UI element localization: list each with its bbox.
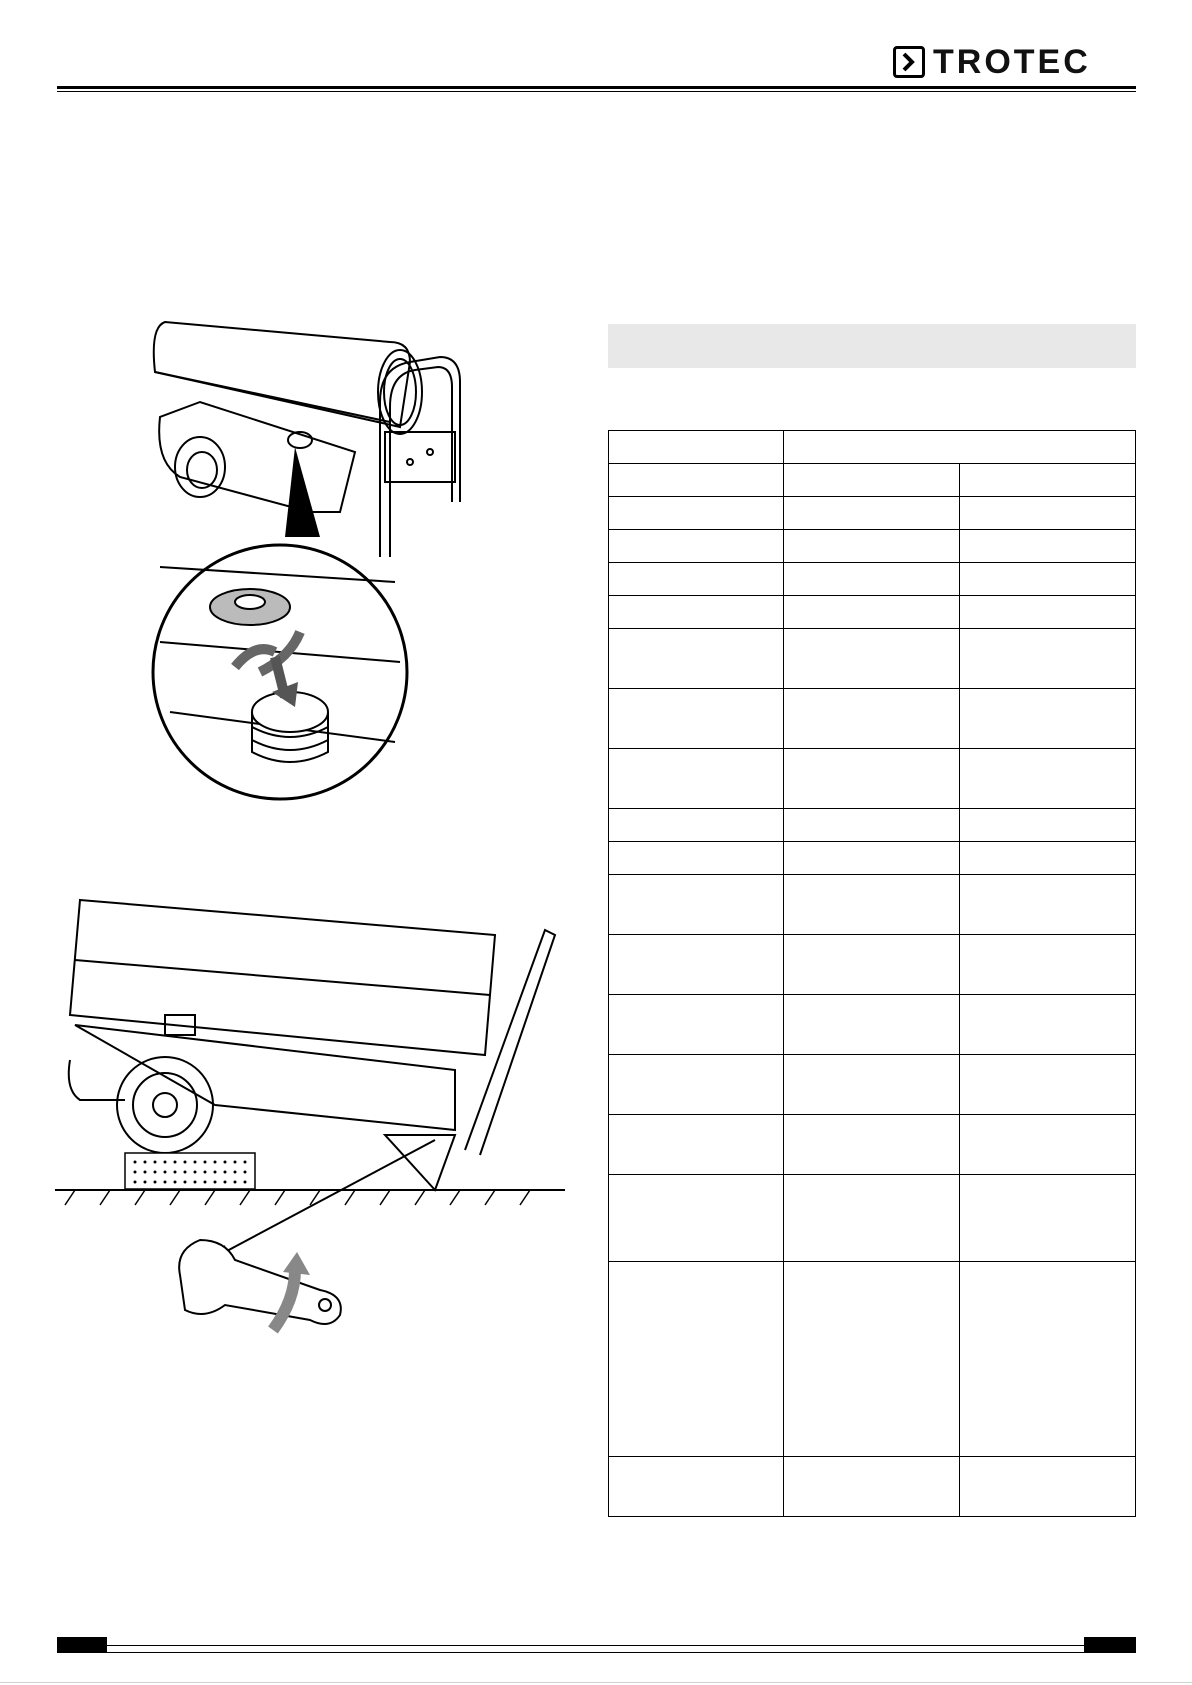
table-cell [784, 875, 960, 935]
footer-rule-bottom [57, 1652, 1136, 1653]
table-cell [960, 1055, 1136, 1115]
table-cell [609, 464, 784, 497]
section-heading-bar [608, 324, 1136, 368]
table-cell [960, 935, 1136, 995]
table-cell [609, 1175, 784, 1262]
table-cell [609, 689, 784, 749]
table-cell [960, 875, 1136, 935]
table-row [609, 1055, 1136, 1115]
table-cell [784, 935, 960, 995]
table-cell [784, 1175, 960, 1262]
table-cell [960, 689, 1136, 749]
table-cell [960, 1115, 1136, 1175]
table-cell [609, 809, 784, 842]
table-cell [609, 749, 784, 809]
table-cell [960, 464, 1136, 497]
table-cell [609, 563, 784, 596]
table-row [609, 497, 1136, 530]
table-cell [784, 1055, 960, 1115]
table-cell [960, 596, 1136, 629]
table-cell [960, 749, 1136, 809]
table-cell [960, 563, 1136, 596]
table-cell [609, 1457, 784, 1517]
table-row [609, 530, 1136, 563]
table-cell [609, 1262, 784, 1457]
table-cell [609, 596, 784, 629]
table-cell [960, 629, 1136, 689]
table-cell [960, 530, 1136, 563]
table-cell [784, 1115, 960, 1175]
table-cell [784, 689, 960, 749]
table-row [609, 995, 1136, 1055]
table-row [609, 563, 1136, 596]
table-header-row [609, 431, 1136, 464]
table-cell [784, 995, 960, 1055]
table-cell [784, 497, 960, 530]
table-cell [960, 1457, 1136, 1517]
table-cell [784, 842, 960, 875]
brand-name: TROTEC [933, 43, 1091, 81]
table-cell [784, 563, 960, 596]
header-rule-thin [57, 91, 1136, 92]
table-cell [960, 1175, 1136, 1262]
table-row [609, 1262, 1136, 1457]
table-cell [960, 809, 1136, 842]
table-cell [609, 497, 784, 530]
table-cell [609, 995, 784, 1055]
table-cell [609, 1055, 784, 1115]
table-cell [609, 842, 784, 875]
table-row [609, 1175, 1136, 1262]
table-cell [609, 875, 784, 935]
table-cell [960, 842, 1136, 875]
heater-fuel-cap-illustration [140, 312, 470, 812]
table-row [609, 875, 1136, 935]
table-row [609, 464, 1136, 497]
header-rule [57, 86, 1136, 89]
table-row [609, 842, 1136, 875]
table-cell [609, 431, 784, 464]
page-edge-rule [0, 1682, 1192, 1683]
table-row [609, 1115, 1136, 1175]
table-cell [784, 596, 960, 629]
table-cell [609, 629, 784, 689]
table-cell [784, 530, 960, 563]
brand-logo [893, 43, 1136, 84]
table-row [609, 809, 1136, 842]
table-cell [960, 497, 1136, 530]
table-cell [784, 464, 960, 497]
table-cell [784, 431, 1136, 464]
table-cell [960, 995, 1136, 1055]
table-cell [960, 1262, 1136, 1457]
table-row [609, 689, 1136, 749]
table-cell [784, 749, 960, 809]
footer-rule [57, 1645, 1136, 1646]
table-row [609, 1457, 1136, 1517]
table-row [609, 596, 1136, 629]
table-cell [609, 530, 784, 563]
footer-page-block-right [1084, 1637, 1136, 1653]
table-row [609, 749, 1136, 809]
table-cell [784, 809, 960, 842]
table-cell [609, 935, 784, 995]
table-row [609, 629, 1136, 689]
table-cell [784, 629, 960, 689]
table-cell [609, 1115, 784, 1175]
footer-page-block-left [57, 1637, 107, 1653]
heater-drain-illustration [55, 890, 565, 1370]
table-cell [784, 1457, 960, 1517]
chevron-icon [893, 46, 925, 78]
table-row [609, 935, 1136, 995]
table-cell [784, 1262, 960, 1457]
technical-data-table [608, 430, 1136, 1517]
